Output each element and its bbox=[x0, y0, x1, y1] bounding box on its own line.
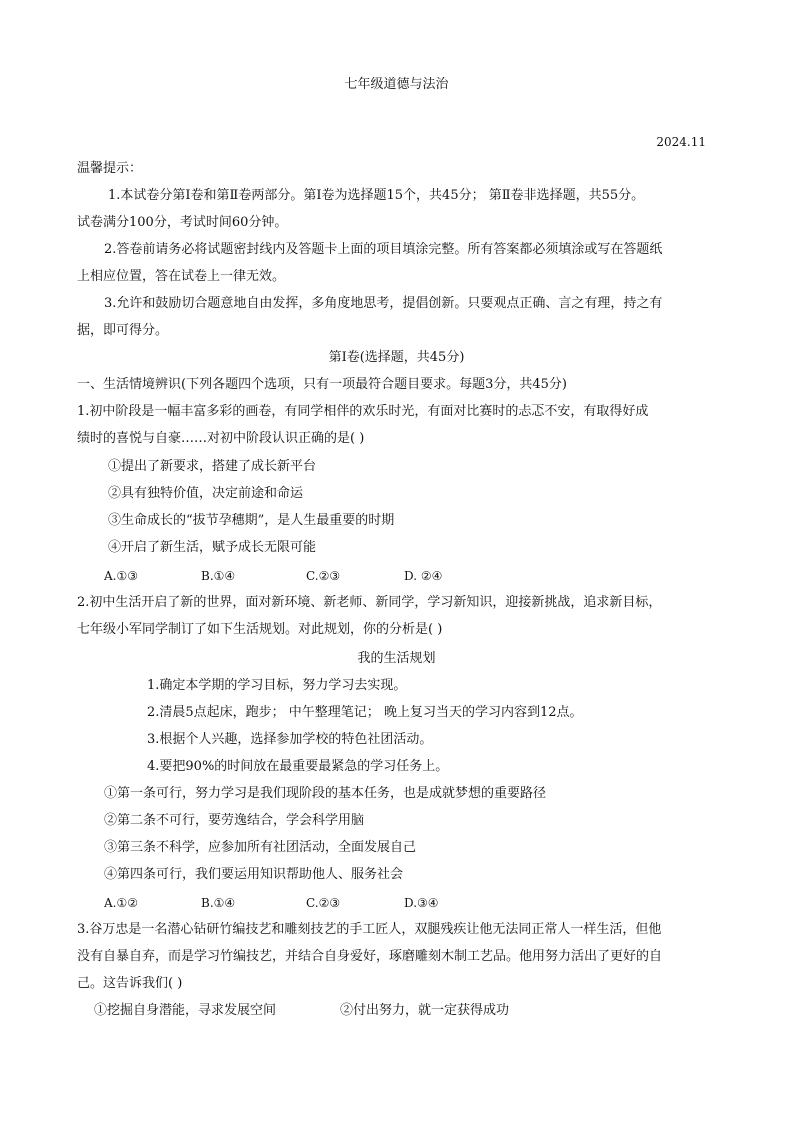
q1-statement: ②具有独特价值，决定前途和命运 bbox=[108, 486, 304, 501]
q2-option-c: C.②③ bbox=[306, 896, 341, 910]
notice-heading: 温馨提示： bbox=[77, 161, 143, 176]
q1-statement: ③生命成长的“拔节孕穗期”，是人生最重要的时期 bbox=[108, 513, 395, 528]
q2-stem: 七年级小军同学制订了如下生活规划。对此规划，你的分析是( ) bbox=[77, 622, 443, 637]
q1-stem: 1.初中阶段是一幅丰富多彩的画卷，有同学相伴的欢乐时光，有面对比赛时的忐忑不安，有取得好成 bbox=[77, 404, 649, 419]
plan-item: 3.根据个人兴趣，选择参加学校的特色社团活动。 bbox=[147, 732, 433, 747]
q1-statement: ④开启了新生活，赋予成长无限可能 bbox=[108, 540, 317, 555]
q1-option-c: C.②③ bbox=[306, 569, 341, 583]
q3-stem: 没有自暴自弃，而是学习竹编技艺，并结合自身爱好，琢磨雕刻木制工艺品。他用努力活出了更好的自 bbox=[77, 949, 663, 964]
page-title: 七年级道德与法治 bbox=[344, 77, 449, 92]
notice-line: 试卷满分100分，考试时间60分钟。 bbox=[77, 215, 288, 230]
notice-line: 3.允许和鼓励切合题意地自由发挥，多角度地思考，提倡创新。只要观点正确、言之有理，持之有 bbox=[104, 296, 663, 311]
plan-item: 2.清晨5点起床，跑步； 中午整理笔记； 晚上复习当天的学习内容到12点。 bbox=[147, 705, 583, 720]
exam-date: 2024.11 bbox=[656, 135, 706, 149]
q2-option-b: B.①④ bbox=[201, 896, 236, 910]
q3-stem: 己。这告诉我们( ) bbox=[77, 976, 183, 991]
notice-line: 1.本试卷分第Ⅰ卷和第Ⅱ卷两部分。第Ⅰ卷为选择题15个，共45分； 第Ⅱ卷非选择题，共55分。 bbox=[108, 188, 645, 203]
q1-stem: 绩时的喜悦与自豪……对初中阶段认识正确的是( ) bbox=[77, 431, 365, 446]
notice-line: 2.答卷前请务必将试题密封线内及答题卡上面的项目填涂完整。所有答案都必须填涂或写在答题纸 bbox=[104, 242, 663, 257]
plan-title: 我的生活规划 bbox=[357, 651, 436, 666]
section-title: 第Ⅰ卷(选择题，共45分) bbox=[328, 350, 465, 365]
q1-option-a: A.①③ bbox=[104, 569, 138, 583]
q1-option-b: B.①④ bbox=[201, 569, 236, 583]
q2-statement: ④第四条可行，我们要运用知识帮助他人、服务社会 bbox=[104, 867, 404, 882]
notice-line: 据，即可得分。 bbox=[77, 323, 169, 338]
q3-statement: ②付出努力，就一定获得成功 bbox=[340, 1003, 510, 1018]
q3-statement: ①挖掘自身潜能，寻求发展空间 bbox=[94, 1003, 277, 1018]
q2-statement: ①第一条可行，努力学习是我们现阶段的基本任务，也是成就梦想的重要路径 bbox=[104, 786, 547, 801]
plan-item: 1.确定本学期的学习目标，努力学习去实现。 bbox=[147, 678, 407, 693]
part-title: 一、生活情境辨识(下列各题四个选项，只有一项最符合题目要求。每题3分，共45分) bbox=[77, 377, 567, 392]
q2-option-a: A.①② bbox=[104, 896, 138, 910]
plan-item: 4.要把90%的时间放在最重要最紧急的学习任务上。 bbox=[147, 759, 449, 774]
q2-stem: 2.初中生活开启了新的世界，面对新环境、新老师、新同学，学习新知识，迎接新挑战，追求新目标， bbox=[77, 595, 662, 610]
q3-stem: 3.谷万忠是一名潜心钻研竹编技艺和雕刻技艺的手工匠人，双腿残疾让他无法同正常人一样生活，但他 bbox=[77, 922, 662, 937]
q2-statement: ②第二条不可行，要劳逸结合，学会科学用脑 bbox=[104, 813, 365, 828]
q2-option-d: D.③④ bbox=[404, 896, 439, 910]
notice-line: 上相应位置，答在试卷上一律无效。 bbox=[77, 269, 286, 284]
q1-statement: ①提出了新要求，搭建了成长新平台 bbox=[108, 459, 317, 474]
q2-statement: ③第三条不科学，应参加所有社团活动，全面发展自己 bbox=[104, 840, 417, 855]
q1-option-d: D. ②④ bbox=[404, 569, 443, 583]
